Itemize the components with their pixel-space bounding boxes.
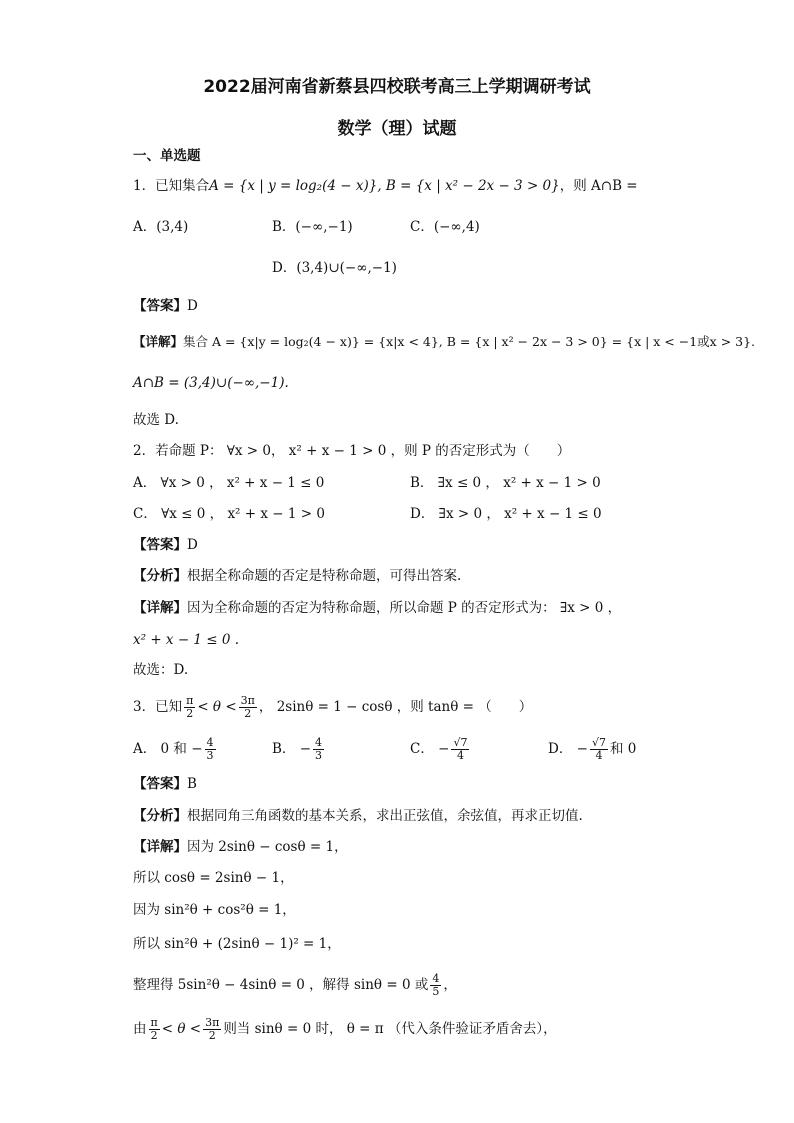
q1-option-a: A．(3,4) bbox=[133, 219, 189, 235]
analysis-tag: 【分析】 bbox=[133, 568, 187, 584]
q1-detail-text: 集合 A = {x|y = log₂(4 − x)} = {x|x < 4}, B = {x | x² − 2x − 3 > 0} = {x | x < −1或x > 3}. bbox=[183, 334, 756, 349]
q2-analysis bbox=[133, 566, 461, 586]
q3-analysis bbox=[133, 806, 583, 826]
answer-value: B bbox=[187, 776, 197, 792]
q1-prefix: 1．已知集合 bbox=[133, 178, 210, 194]
q2-detail bbox=[133, 598, 621, 618]
q3-detail-3: 因为 sin²θ + cos²θ = 1， bbox=[133, 902, 296, 918]
q1-suffix: ，则 A∩B = bbox=[559, 178, 638, 194]
answer-tag: 【答案】 bbox=[133, 298, 187, 314]
q3-detail-2: 所以 cosθ = 2sinθ − 1， bbox=[133, 870, 294, 886]
q2-analysis-text: 根据全称命题的否定是特称命题，可得出答案. bbox=[187, 568, 462, 584]
q3-prefix: 3．已知 bbox=[133, 699, 183, 715]
q2-detail-text: 因为全称命题的否定为特称命题，所以命题 P 的否定形式为： ∃x > 0 ， bbox=[187, 600, 622, 616]
q2-option-b: B． ∃x ≤ 0 ， x² + x − 1 > 0 bbox=[410, 475, 601, 491]
q1-stem bbox=[133, 176, 638, 196]
q3-detail-5: 整理得 5sin²θ − 4sinθ = 0 ，解得 sinθ = 0 或 $\frac{4}{5}$ ， bbox=[133, 972, 457, 998]
fraction-3pi-over-2: $\frac{3\pi}{2}$ bbox=[240, 694, 255, 720]
q2-detail-2: x² + x − 1 ≤ 0 . bbox=[133, 632, 240, 648]
fraction-pi-over-2: $\frac{\pi}{2}$ bbox=[186, 694, 194, 720]
answer-tag: 【答案】 bbox=[133, 537, 187, 553]
q2-answer bbox=[133, 535, 198, 555]
q2-conclusion: 故选：D. bbox=[133, 662, 189, 678]
q1-conclusion: 故选 D. bbox=[133, 412, 179, 428]
q3-option-d: D． − $\frac{√7}{4}$ 和 0 bbox=[548, 736, 637, 762]
answer-tag: 【答案】 bbox=[133, 776, 187, 792]
q2-stem: 2．若命题 P： ∀x > 0， x² + x − 1 > 0 ，则 P 的否定形式为（ ） bbox=[133, 443, 571, 459]
q1-answer bbox=[133, 296, 198, 316]
q1-option-c: C．(−∞,4) bbox=[410, 219, 480, 235]
q3-detail-6: 由 $\frac{\pi}{2}$ < θ < $\frac{3\pi}{2}$ 则当 sinθ = 0 时， θ = π （代入条件验证矛盾舍去）， bbox=[133, 1016, 557, 1042]
q3-stem: 3．已知 $\frac{\pi}{2}$ < θ < $\frac{3\pi}{2}$ ， 2sinθ = 1 − cosθ ，则 tanθ = （ ） bbox=[133, 694, 533, 720]
detail-tag: 【详解】 bbox=[133, 839, 187, 855]
detail-tag: 【详解】 bbox=[133, 600, 187, 616]
q3-analysis-text: 根据同角三角函数的基本关系，求出正弦值，余弦值，再求正切值. bbox=[187, 808, 583, 824]
q1-detail bbox=[133, 332, 755, 352]
answer-value: D bbox=[187, 298, 198, 314]
q3-option-a: A． 0 和 − $\frac{4}{3}$ bbox=[133, 736, 214, 762]
q1-detail-2: A∩B = (3,4)∪(−∞,−1). bbox=[133, 375, 289, 391]
q3-detail-4: 所以 sin²θ + (2sinθ − 1)² = 1， bbox=[133, 936, 341, 952]
q3-detail-1: 【详解】因为 2sinθ − cosθ = 1， bbox=[133, 839, 348, 855]
q3-option-b: B． − $\frac{4}{3}$ bbox=[272, 736, 323, 762]
document-subtitle: 数学（理）试题 bbox=[337, 119, 457, 139]
analysis-tag: 【分析】 bbox=[133, 808, 187, 824]
q3-option-c: C． − $\frac{√7}{4}$ bbox=[410, 736, 468, 762]
q2-option-d: D． ∃x > 0 ， x² + x − 1 ≤ 0 bbox=[410, 506, 602, 522]
document-title: 2022届河南省新蔡县四校联考高三上学期调研考试 bbox=[203, 77, 591, 97]
q3-answer bbox=[133, 774, 197, 794]
q1-option-d: D．(3,4)∪(−∞,−1) bbox=[272, 260, 397, 276]
section-heading: 一、单选题 bbox=[133, 148, 201, 164]
q2-option-c: C． ∀x ≤ 0 ， x² + x − 1 > 0 bbox=[133, 506, 325, 522]
q2-option-a: A． ∀x > 0 ， x² + x − 1 ≤ 0 bbox=[133, 475, 325, 491]
q1-set-a: A = {x | y = log₂(4 − x)} bbox=[209, 178, 378, 194]
detail-tag: 【详解】 bbox=[133, 334, 184, 349]
q1-option-b: B．(−∞,−1) bbox=[272, 219, 353, 235]
q1-set-b: , B = {x | x² − 2x − 3 > 0} bbox=[377, 178, 560, 194]
answer-value: D bbox=[187, 537, 198, 553]
